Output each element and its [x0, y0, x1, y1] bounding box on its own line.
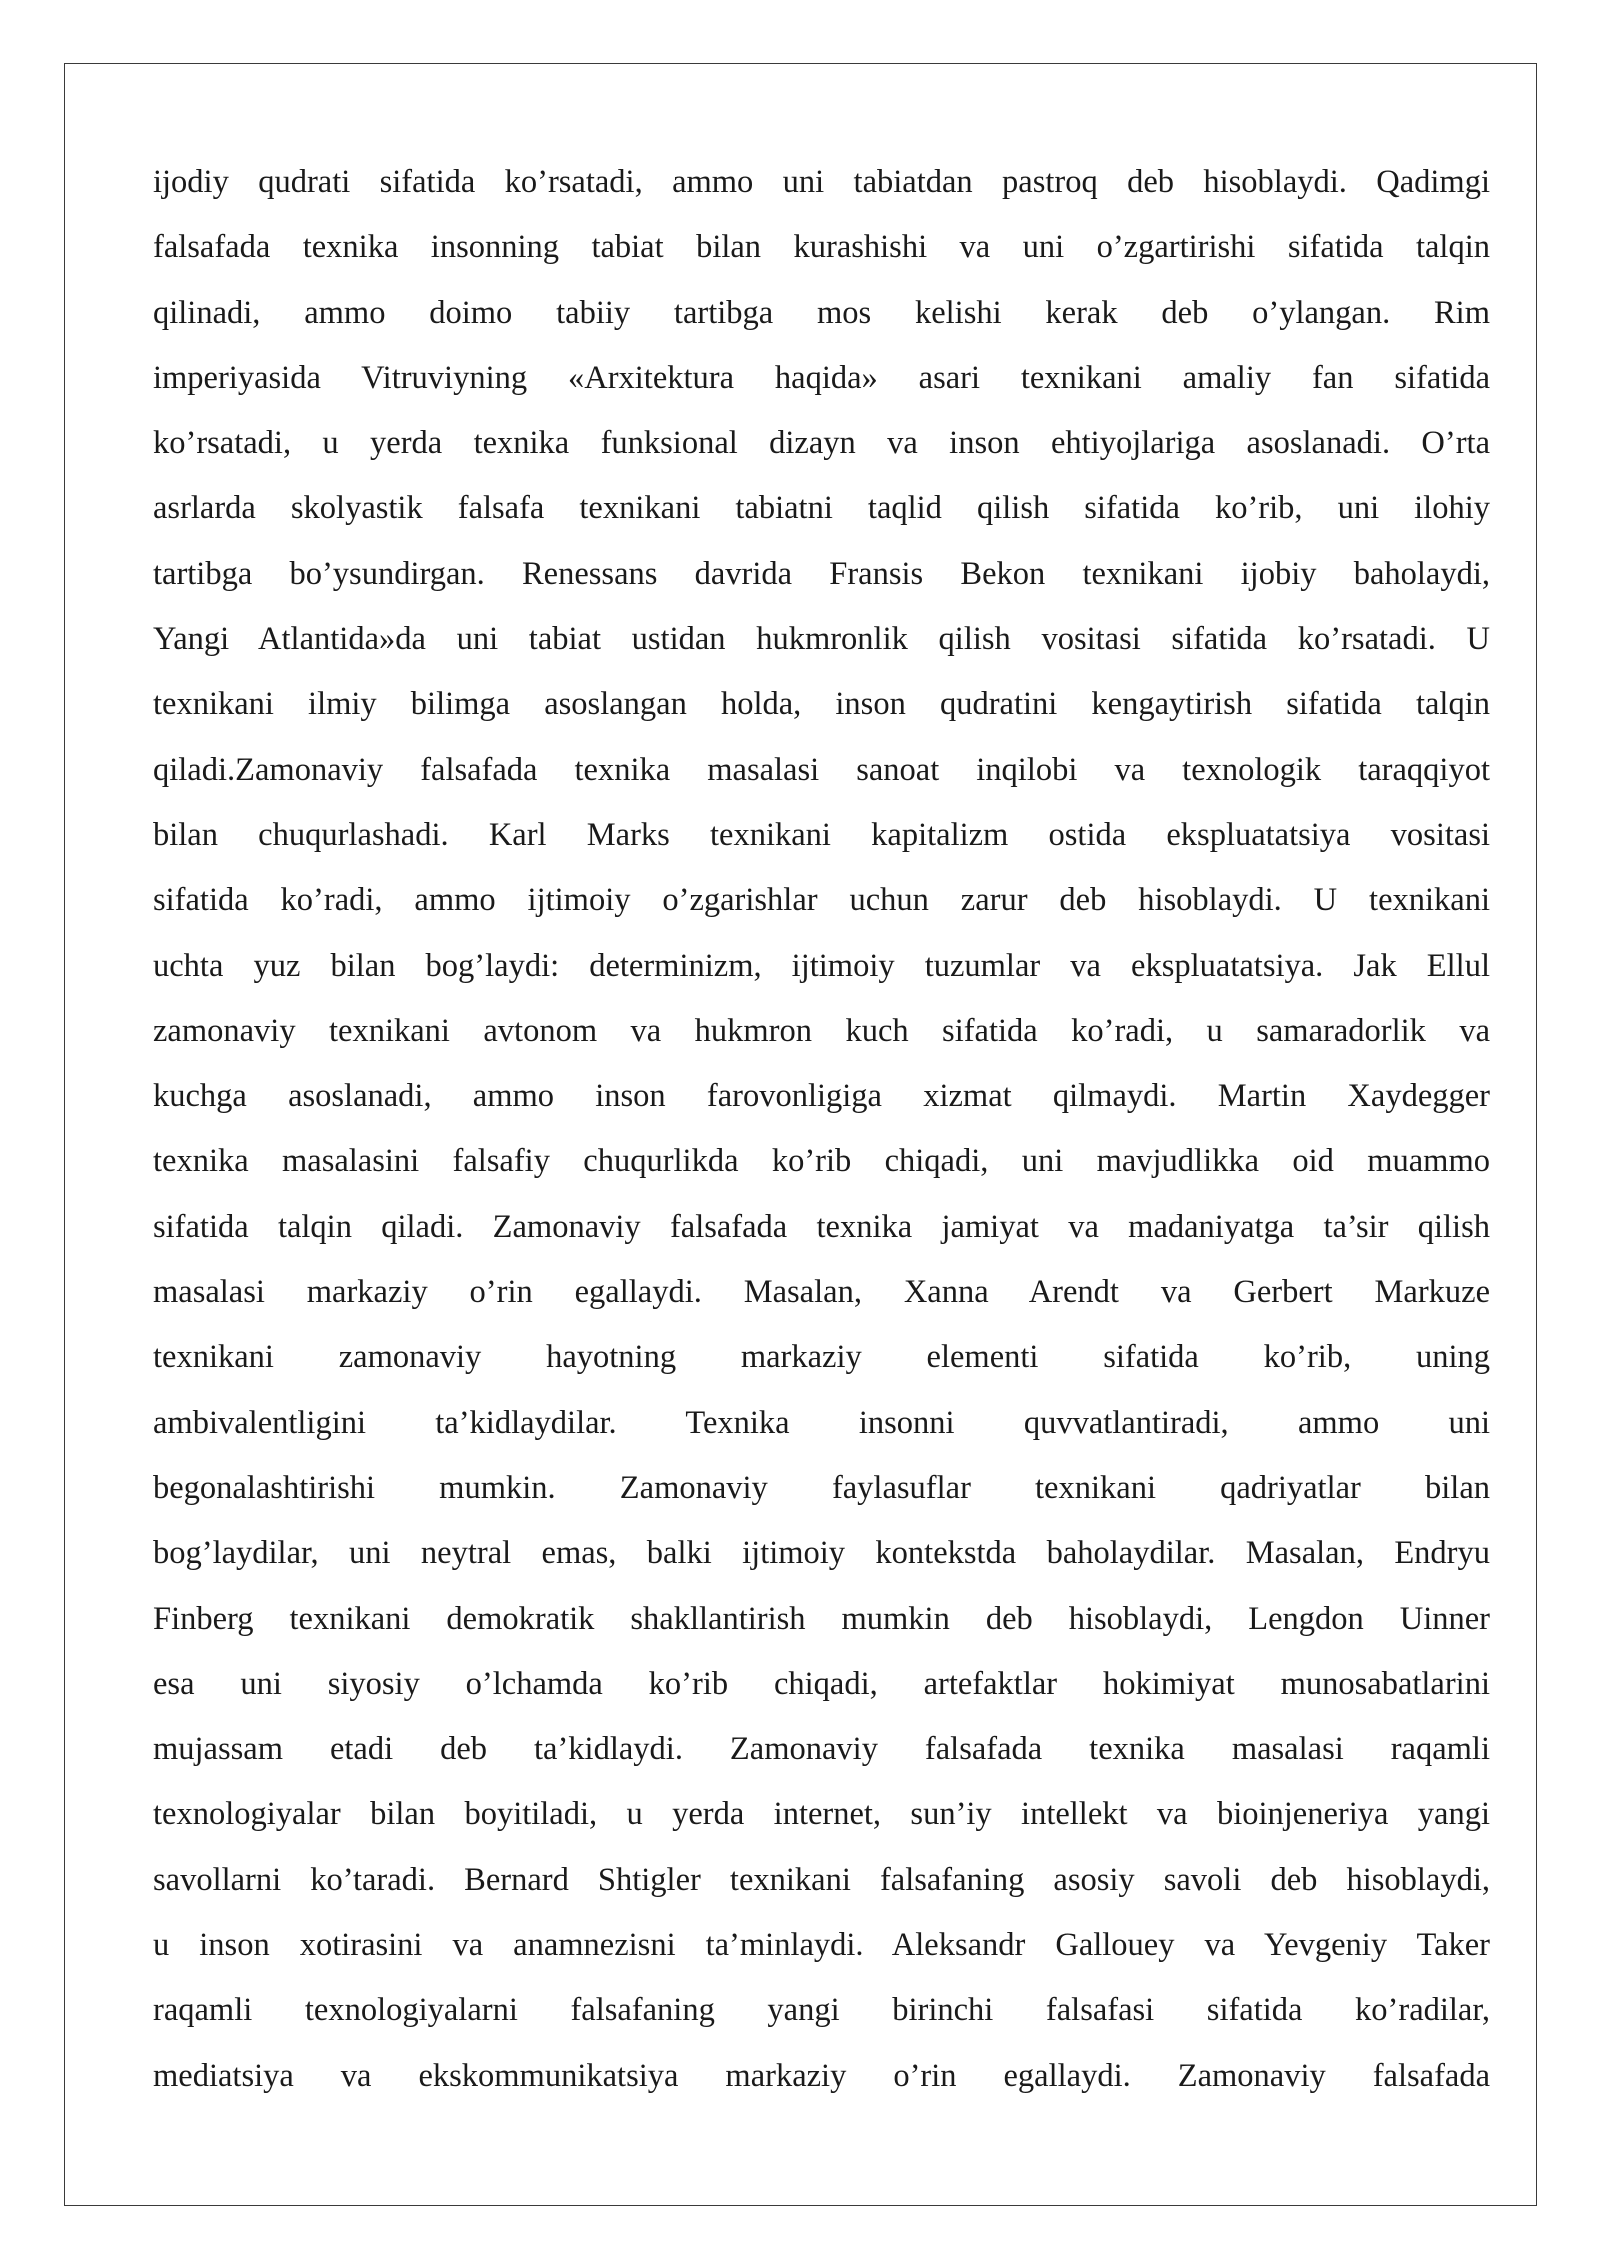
text-line: esa uni siyosiy o’lchamda ko’rib chiqadi, artefaktlar hokimiyat munosabatlarini — [153, 1665, 1490, 1702]
text-line: raqamli texnologiyalarni falsafaning yangi birinchi falsafasi sifatida ko’radilar, — [153, 1992, 1490, 2029]
text-line: texnikani ilmiy bilimga asoslangan holda, inson qudratini kengaytirish sifatida talqin — [153, 686, 1490, 723]
text-line: texnikani zamonaviy hayotning markaziy elementi sifatida ko’rib, uning — [153, 1339, 1490, 1376]
text-line: savollarni ko’taradi. Bernard Shtigler texnikani falsafaning asosiy savoli deb hisoblaydi, — [153, 1861, 1490, 1898]
text-line: qiladi.Zamonaviy falsafada texnika masalasi sanoat inqilobi va texnologik taraqqiyot — [153, 751, 1490, 788]
text-line: mediatsiya va ekskommunikatsiya markaziy o’rin egallaydi. Zamonaviy falsafada — [153, 2057, 1490, 2094]
text-line: imperiyasida Vitruviyning «Arxitektura haqida» asari texnikani amaliy fan sifatida — [153, 359, 1490, 396]
text-line: falsafada texnika insonning tabiat bilan kurashishi va uni o’zgartirishi sifatida talqin — [153, 229, 1490, 266]
text-line: texnika masalasini falsafiy chuqurlikda ko’rib chiqadi, uni mavjudlikka oid muammo — [153, 1143, 1490, 1180]
text-line: uchta yuz bilan bog’laydi: determinizm, ijtimoiy tuzumlar va ekspluatatsiya. Jak Ellul — [153, 947, 1490, 984]
text-line: ko’rsatadi, u yerda texnika funksional dizayn va inson ehtiyojlariga asoslanadi. O’rta — [153, 425, 1490, 462]
text-line: tartibga bo’ysundirgan. Renessans davrida Fransis Bekon texnikani ijobiy baholaydi, — [153, 555, 1490, 592]
text-line: zamonaviy texnikani avtonom va hukmron kuch sifatida ko’radi, u samaradorlik va — [153, 1012, 1490, 1049]
text-line: bog’laydilar, uni neytral emas, balki ijtimoiy kontekstda baholaydilar. Masalan, Endryu — [153, 1535, 1490, 1572]
text-line: bilan chuqurlashadi. Karl Marks texnikani kapitalizm ostida ekspluatatsiya vositasi — [153, 816, 1490, 853]
text-line: sifatida talqin qiladi. Zamonaviy falsafada texnika jamiyat va madaniyatga ta’sir qilish — [153, 1208, 1490, 1245]
text-line: sifatida ko’radi, ammo ijtimoiy o’zgarishlar uchun zarur deb hisoblaydi. U texnikani — [153, 882, 1490, 919]
text-line: ambivalentligini ta’kidlaydilar. Texnika insonni quvvatlantiradi, ammo uni — [153, 1404, 1490, 1441]
text-line: begonalashtirishi mumkin. Zamonaviy faylasuflar texnikani qadriyatlar bilan — [153, 1469, 1490, 1506]
text-line: asrlarda skolyastik falsafa texnikani tabiatni taqlid qilish sifatida ko’rib, uni ilohiy — [153, 490, 1490, 527]
text-line: qilinadi, ammo doimo tabiiy tartibga mos kelishi kerak deb o’ylangan. Rim — [153, 294, 1490, 331]
text-line: ijodiy qudrati sifatida ko’rsatadi, ammo uni tabiatdan pastroq deb hisoblaydi. Qadimgi — [153, 164, 1490, 200]
body-paragraph — [153, 150, 1490, 2109]
text-line: Yangi Atlantida»da uni tabiat ustidan hukmronlik qilish vositasi sifatida ko’rsatadi. U — [153, 621, 1490, 658]
text-line: kuchga asoslanadi, ammo inson farovonligiga xizmat qilmaydi. Martin Xaydegger — [153, 1078, 1490, 1115]
text-line: masalasi markaziy o’rin egallaydi. Masalan, Xanna Arendt va Gerbert Markuze — [153, 1274, 1490, 1311]
text-line: texnologiyalar bilan boyitiladi, u yerda internet, sun’iy intellekt va bioinjeneriya yangi — [153, 1796, 1490, 1833]
text-line: Finberg texnikani demokratik shakllantirish mumkin deb hisoblaydi, Lengdon Uinner — [153, 1600, 1490, 1637]
text-line: u inson xotirasini va anamnezisni ta’minlaydi. Aleksandr Gallouey va Yevgeniy Taker — [153, 1927, 1490, 1964]
text-line: mujassam etadi deb ta’kidlaydi. Zamonaviy falsafada texnika masalasi raqamli — [153, 1731, 1490, 1768]
